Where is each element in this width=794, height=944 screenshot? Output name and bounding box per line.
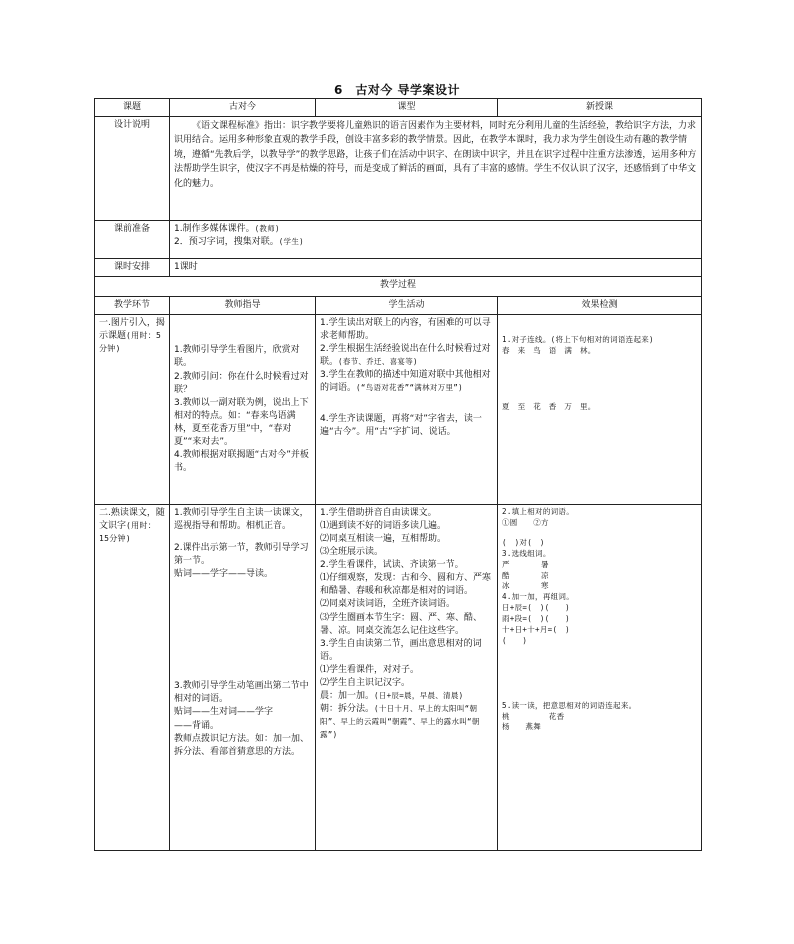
- stage2-check-q3: 3.选线组词。: [502, 548, 551, 558]
- stage2-teacher-2b: 贴词——学字——导读。: [174, 569, 274, 580]
- stage2-teacher-3: 3.教师引导学生动笔画出第二节中相对的词语。: [174, 681, 309, 705]
- header-topic-label: 课题: [95, 99, 170, 117]
- stage2-student-12-text: 晨：加一加。: [320, 690, 375, 701]
- stage1-check-cell: [498, 315, 702, 505]
- stage2-check-cell: [498, 505, 702, 851]
- stage2-student-8: ⑶学生圈画本节生字：圆、严、寒、酷、暑、凉。同桌交流怎么记住这些字。: [320, 612, 483, 636]
- stage2-check-q3-r2: 酷 凉: [502, 570, 549, 580]
- prep-label: 课前准备: [95, 221, 170, 259]
- stage2-student-10: ⑴学生看课件，对对子。: [320, 664, 420, 675]
- stage2-student-9: 3.学生自由读第二节，画出意思相对的词语。: [320, 638, 482, 662]
- stage2-check-q4: 4.加一加，再组词。: [502, 592, 575, 602]
- prep-item-1: [174, 223, 697, 236]
- col-teacher: 教师指导: [170, 297, 316, 315]
- stage2-check-q4-r2: 雨+段=( )( ): [502, 614, 570, 624]
- hours-row: [95, 259, 702, 277]
- stage2-student-13: [320, 703, 493, 742]
- page-title: 6 古对今 导学案设计: [333, 83, 461, 97]
- stage2-student-4: ⑶全班展示读。: [320, 547, 384, 558]
- prep-item-2-text: 2．预习字词，搜集对联。: [174, 237, 279, 248]
- stage1-time: (用时：5分钟): [99, 331, 162, 354]
- design-text-cell: [170, 117, 702, 221]
- stage2-time: (用时：15分钟): [99, 521, 157, 544]
- stage2-teacher-1: 1.教师引导学生自主读一读课文，巡视指导和帮助。相机正音。: [174, 508, 309, 532]
- header-topic-value: 古对今: [170, 99, 316, 117]
- prep-item-1-text: 1.制作多媒体课件。: [174, 224, 255, 235]
- stage2-student-13-note: (十日十月、早上的太阳叫“朝阳”、早上的云霞叫“朝霞”、早上的露水叫“朝露”): [320, 703, 480, 739]
- stage1-teacher-2: 2.教师引问：你在什么时候看过对联？: [174, 371, 309, 395]
- header-type-value: 新授课: [498, 99, 702, 117]
- stage1-student-2-note: (春节、乔迁、喜宴等): [338, 357, 418, 367]
- stage2-check-q3-r1: 严 暑: [502, 559, 549, 569]
- col-stage: 教学环节: [95, 297, 170, 315]
- stage2-student-13-text: 朝：拆分法。: [320, 703, 375, 714]
- stage2-check-q3-r3: 冰 寒: [502, 581, 549, 591]
- stage2-check-q5-r1: 桃 花香: [502, 711, 565, 721]
- stage2-student-2: ⑴遇到读不好的词语多读几遍。: [320, 521, 447, 532]
- hours-label: 课时安排: [95, 259, 170, 277]
- stage1-row: [95, 315, 702, 505]
- stage2-teacher-3c: ——背诵。: [174, 720, 220, 731]
- stage2-student-7: ⑵同桌对读词语，全班齐读词语。: [320, 599, 456, 610]
- stage1-teacher-1: 1.教师引导学生看图片，欣赏对联。: [174, 345, 300, 369]
- stage1-name-cell: [95, 315, 170, 505]
- stage2-teacher-3d: 教师点拨识记方法。如：加一加、拆分法、看部首猜意思的方法。: [174, 733, 310, 757]
- stage2-row: [95, 505, 702, 851]
- stage2-student-12-note: (日+辰=晨，早晨、清晨): [374, 690, 464, 700]
- stage2-check-q2: 2.填上相对的词语。: [502, 507, 575, 517]
- stage1-check-row2: 夏 至 花 香 万 里。: [502, 401, 596, 411]
- stage1-student-4: 4.学生齐读课题，再将“对”字省去，读一遍“古今”。用“古”字扩词、说话。: [320, 414, 482, 438]
- process-heading-row: [95, 277, 702, 297]
- lesson-plan-table: [94, 98, 702, 851]
- stage2-student-cell: [316, 505, 498, 851]
- stage2-student-5: 2.学生看课件，试读、齐读第一节。: [320, 560, 464, 571]
- prep-item-2-note: (学生): [278, 237, 304, 247]
- stage2-check-q5-r2: 杨 燕舞: [502, 722, 541, 732]
- stage2-name-cell: [95, 505, 170, 851]
- stage2-check-q4-r1: 日+辰=( )( ): [502, 603, 570, 613]
- stage1-student-1: 1.学生读出对联上的内容，有困难的可以寻求老师帮助。: [320, 318, 491, 342]
- stage2-name: 二.熟读课文，随文识字: [99, 508, 165, 532]
- stage1-teacher-cell: [170, 315, 316, 505]
- design-label: 设计说明: [95, 117, 170, 221]
- stage1-check-q1: 1.对子连线。(将上下句相对的词语连起来): [502, 335, 654, 345]
- stage2-check-q2-items: ①圆 ②方: [502, 518, 549, 528]
- prep-cell: [170, 221, 702, 259]
- stage2-teacher-3b: 贴词——生对词——学字: [174, 707, 274, 718]
- stage2-check-q4-r3: 十+日+十+月=( ): [502, 624, 570, 634]
- hours-value: 1课时: [170, 259, 702, 277]
- stage2-teacher-2: 2.课件出示第一节，教师引导学习第一节。: [174, 543, 309, 567]
- stage2-check-q4-r4: ( ): [502, 635, 528, 645]
- stage2-student-11: ⑵学生自主识记汉字。: [320, 677, 411, 688]
- col-student: 学生活动: [316, 297, 498, 315]
- prep-row: [95, 221, 702, 259]
- stage2-student-12: [320, 690, 493, 703]
- stage1-check-row1: 春 来 鸟 语 满 林。: [502, 346, 596, 356]
- stage1-teacher-3: 3.教师以一副对联为例，说出上下相对的特点。如：“春来鸟语满林，夏至花香万里”中，“春对夏”“来对去”。: [174, 397, 309, 447]
- process-columns-row: [95, 297, 702, 315]
- stage2-check-q5: 5.读一读，把意思相对的词语连起来。: [502, 700, 637, 710]
- stage1-name: 一.图片引入，揭示课题: [99, 318, 165, 342]
- prep-item-2: [174, 236, 697, 249]
- stage1-student-2-text: 2.学生根据生活经验说出在什么时候看过对联。: [320, 344, 491, 368]
- stage2-student-1: 1.学生借助拼音自由读课文。: [320, 508, 437, 519]
- col-check: 效果检测: [498, 297, 702, 315]
- stage2-student-3: ⑵同桌互相读一遍，互相帮助。: [320, 534, 447, 545]
- design-text: 《语文课程标准》指出：识字教学要将儿童熟识的语言因素作为主要材料，同时充分利用儿童的生活经验，教给识字方法，力求识用结合。运用多种形象直观的教学手段，创设丰富多彩的教学情景。因此，在教学本课时，我力求为学生创设生动有趣的教学情境，遵循“先教后学，以教导学”的教学思路，让孩子们在活动中识字、在朗读中识字，并且在识字过程中注重方法渗透，运用多种方法帮助学生识字，使汉字不再是枯燥的符号，而是变成了鲜活的画面，具有了丰富的感情。学生不仅认识了汉字，还感悟到了中华文化的魅力。: [174, 121, 697, 189]
- stage1-student-3-text: 3.学生在教师的描述中知道对联中其他相对的词语。: [320, 370, 491, 394]
- stage1-student-2: [320, 343, 493, 369]
- header-row: [95, 99, 702, 117]
- stage1-student-3: [320, 369, 493, 395]
- header-type-label: 课型: [316, 99, 498, 117]
- process-heading: 教学过程: [95, 277, 702, 297]
- stage1-student-cell: [316, 315, 498, 505]
- stage2-check-q2-blank: ( )对( ): [502, 537, 545, 547]
- design-row: [95, 117, 702, 221]
- prep-item-1-note: (教师): [254, 224, 280, 234]
- stage1-student-3-note: (“鸟语对花香”“满林对万里”): [356, 383, 463, 393]
- stage2-student-6: ⑴仔细观察，发现：古和今、圆和方、严寒和酷暑、春暖和秋凉都是相对的词语。: [320, 573, 492, 597]
- stage1-teacher-4: 4.教师根据对联揭题“古对今”并板书。: [174, 449, 309, 473]
- stage2-teacher-cell: [170, 505, 316, 851]
